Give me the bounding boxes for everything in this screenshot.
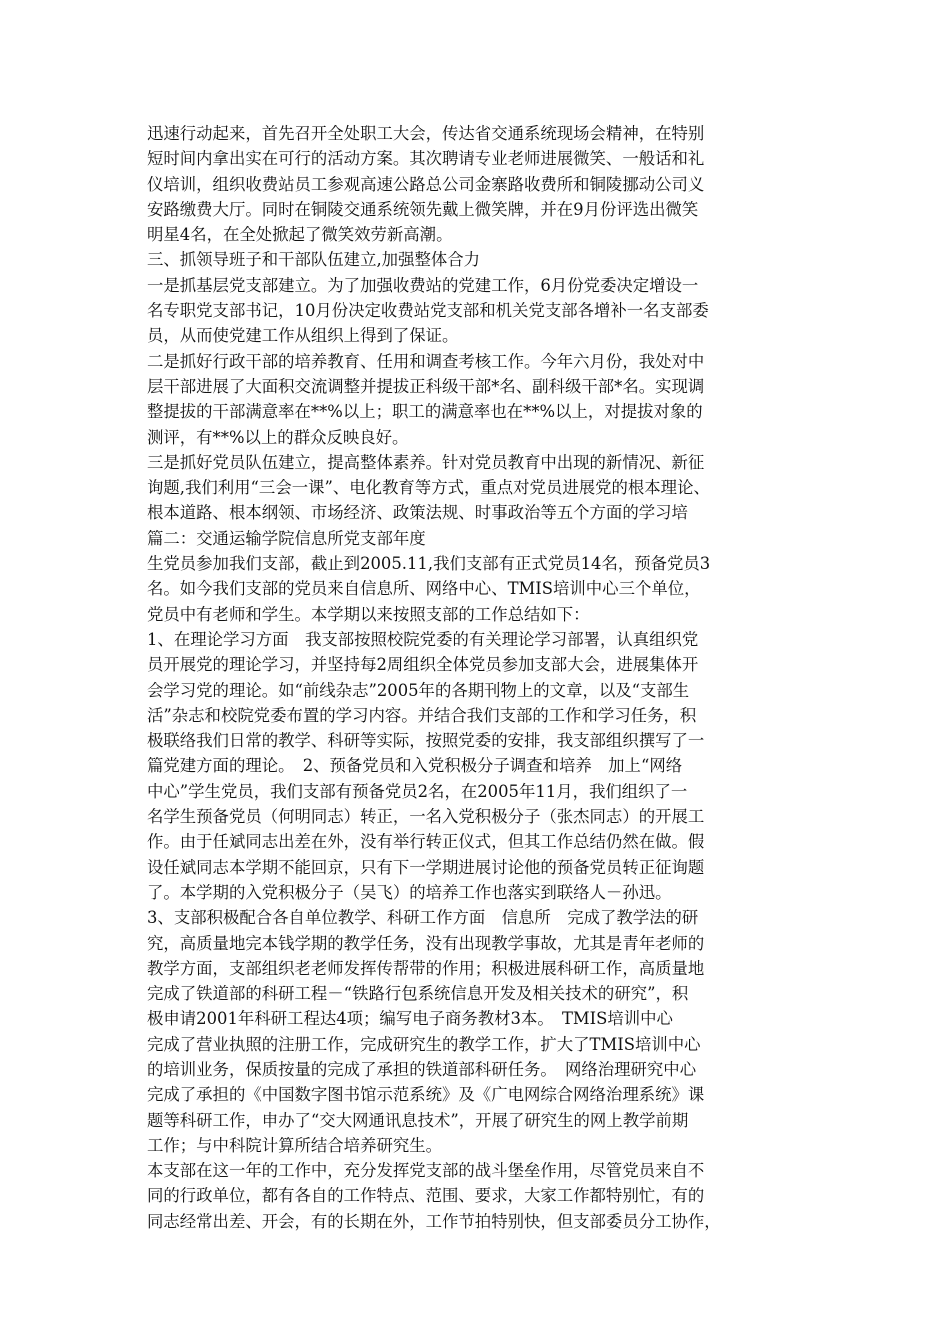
text-line: 迅速行动起来，首先召开全处职工大会，传达省交通系统现场会精神，在特别: [147, 124, 705, 143]
text-line: 篇党建方面的理论。 2、预备党员和入党积极分子调查和培养 加上“网络: [147, 756, 683, 776]
text-line: 极联络我们日常的教学、科研等实际，按照党委的安排，我支部组织撰写了一: [147, 731, 705, 751]
text-line: 设任斌同志本学期不能回京，只有下一学期进展讨论他的预备党员转正征询题: [147, 857, 705, 877]
text-line: 短时间内拿出实在可行的活动方案。其次聘请专业老师进展微笑、一般话和礼: [147, 149, 705, 169]
document-body: [147, 121, 817, 1234]
text-line: 了。本学期的入党积极分子（吴飞）的培养工作也落实到联络人－孙迅。: [147, 882, 672, 902]
text-line: 询题,我们利用“三会一课”、电化教育等方式，重点对党员进展党的根本理论、: [147, 478, 710, 498]
text-line: 三是抓好党员队伍建立，提高整体素养。针对党员教育中出现的新情况、新征: [147, 452, 705, 472]
text-line: 整提拔的干部满意率在**%以上；职工的满意率也在**%以上，对提拔对象的: [147, 402, 703, 422]
text-line: 完成了铁道部的科研工程－“铁路行包系统信息开发及相关技术的研究”，积: [147, 984, 689, 1004]
text-line: 名。如今我们支部的党员来自信息所、网络中心、TMIS培训中心三个单位，: [147, 579, 701, 599]
text-line: 员，从而使党建工作从组织上得到了保证。: [147, 326, 459, 346]
text-line: 教学方面，支部组织老老师发挥传帮带的作用；积极进展科研工作，高质量地: [147, 958, 705, 978]
text-line: 员开展党的理论学习，并坚持每2周组织全体党员参加支部大会，进展集体开: [147, 655, 699, 675]
text-line: 极申请2001年科研工程达4项；编写电子商务教材3本。 TMIS培训中心: [147, 1009, 673, 1029]
text-line: 题等科研工作，申办了“交大网通讯息技术”，开展了研究生的网上教学前期: [147, 1110, 689, 1130]
text-line: 安路缴费大厅。同时在铜陵交通系统领先戴上微笑牌，并在9月份评选出微笑: [147, 199, 699, 219]
text-line: 的培训业务，保质按量的完成了承担的铁道部科研任务。 网络治理研究中心: [147, 1059, 697, 1079]
text-line: 测评，有**%以上的群众反映良好。: [147, 427, 409, 447]
text-line: 名学生预备党员（何明同志）转正，一名入党积极分子（张杰同志）的开展工: [147, 807, 705, 827]
text-line: 3、支部积极配合各自单位教学、科研工作方面 信息所 完成了教学法的研: [147, 908, 699, 928]
text-line: 完成了营业执照的注册工作，完成研究生的教学工作，扩大了TMIS培训中心: [147, 1034, 701, 1054]
text-line: 会学习党的理论。如“前线杂志”2005年的各期刊物上的文章，以及“支部生: [147, 680, 690, 700]
text-line: 名专职党支部书记，10月份决定收费站党支部和机关党支部各增补一名支部委: [147, 301, 709, 321]
text-line: 生党员参加我们支部，截止到2005.11,我们支部有正式党员14名，预备党员3: [147, 554, 711, 574]
text-line: 篇二：交通运输学院信息所党支部年度: [147, 528, 426, 548]
text-line: 二是抓好行政干部的培养教育、任用和调查考核工作。今年六月份，我处对中: [147, 351, 705, 371]
text-line: 根本道路、根本纲领、市场经济、政策法规、时事政治等五个方面的学习培: [147, 503, 688, 523]
text-line: 党员中有老师和学生。本学期以来按照支部的工作总结如下：: [147, 604, 590, 624]
text-line: 明星4名，在全处掀起了微笑效劳新高潮。: [147, 225, 453, 245]
text-line: 作。由于任斌同志出差在外，没有举行转正仪式，但其工作总结仍然在做。假: [147, 832, 705, 852]
text-line: 同的行政单位，都有各自的工作特点、范围、要求，大家工作都特别忙，有的: [147, 1186, 705, 1206]
text-line: 本支部在这一年的工作中，充分发挥党支部的战斗堡垒作用，尽管党员来自不: [147, 1161, 705, 1181]
text-line: 工作；与中科院计算所结合培养研究生。: [147, 1135, 443, 1155]
text-line: 究，高质量地完本钱学期的教学任务，没有出现教学事故，尤其是青年老师的: [147, 933, 705, 953]
text-line: 层干部进展了大面积交流调整并提拔正科级干部*名、副科级干部*名。实现调: [147, 376, 705, 396]
text-line: 一是抓基层党支部建立。为了加强收费站的党建工作，6月份党委决定增设一: [147, 275, 699, 295]
text-line: 1、在理论学习方面 我支部按照校院党委的有关理论学习部署，认真组织党: [147, 629, 699, 649]
text-line: 仪培训，组织收费站员工参观高速公路总公司金寨路收费所和铜陵挪动公司义: [147, 174, 705, 194]
text-line: 活”杂志和校院党委布置的学习内容。并结合我们支部的工作和学习任务，积: [147, 705, 697, 725]
text-line: 三、抓领导班子和干部队伍建立,加强整体合力: [147, 250, 481, 270]
text-line: 中心”学生党员，我们支部有预备党员2名，在2005年11月，我们组织了一: [147, 781, 688, 801]
text-line: 同志经常出差、开会，有的长期在外，工作节拍特别快，但支部委员分工协作，: [147, 1211, 721, 1231]
text-line: 完成了承担的《中国数字图书馆示范系统》及《广电网综合网络治理系统》课: [147, 1085, 705, 1105]
